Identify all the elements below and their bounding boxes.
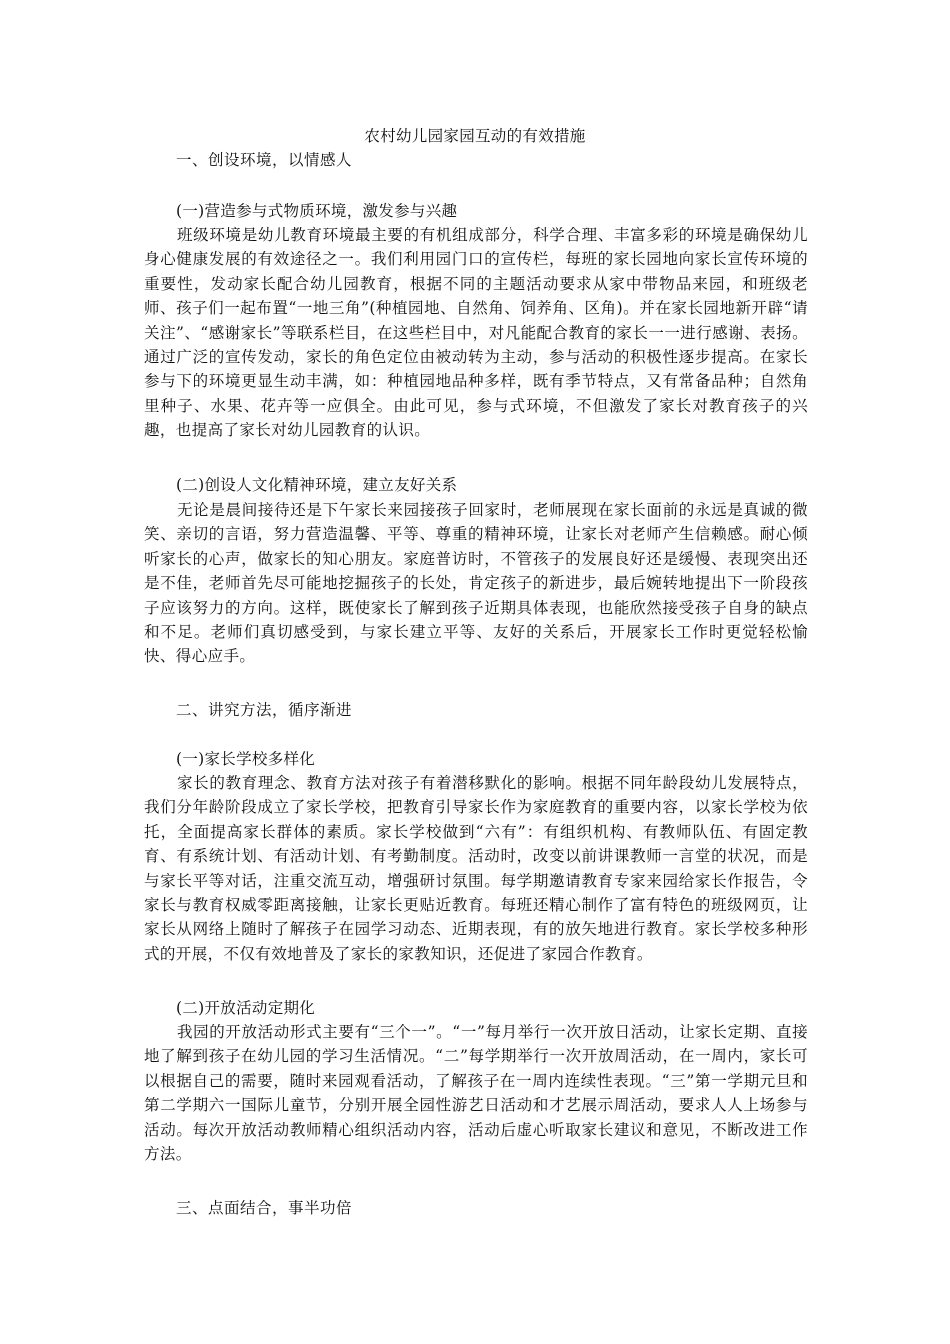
paragraph-2-2: 我园的开放活动形式主要有“三个一”。“一”每月举行一次开放日活动，让家长定期、直接地了解到孩子在幼儿园的学习生活情况。“二”每学期举行一次开放周活动，在一周内，家长可以根据自己的需要，随时来园观看活动，了解孩子在一周内连续性表现。“三”第一学期元旦和第二学期六一国际儿童节，分别开展全园性游艺日活动和才艺展示周活动，要求人人上场参与活动。每次开放活动教师精心组织活动内容，活动后虚心听取家长建议和意见，不断改进工作方法。 [144,1023,808,1164]
subsection-heading-2-1: (一)家长学校多样化 [176,750,316,768]
paragraph-2-1: 家长的教育理念、教育方法对孩子有着潜移默化的影响。根据不同年龄段幼儿发展特点，我们分年龄阶段成立了家长学校，把教育引导家长作为家庭教育的重要内容，以家长学校为依托，全面提高家长群体的素质。家长学校做到“六有”：有组织机构、有教师队伍、有固定教育、有系统计划、有活动计划、有考勤制度。活动时，改变以前讲课教师一言堂的状况，而是与家长平等对话，注重交流互动，增强研讨氛围。每学期邀请教育专家来园给家长作报告，令家长与教育权威零距离接触，让家长更贴近教育。每班还精心制作了富有特色的班级网页，让家长从网络上随时了解孩子在园学习动态、近期表现，有的放矢地进行教育。家长学校多种形式的开展，不仅有效地普及了家长的家教知识，还促进了家园合作教育。 [144,774,808,963]
section-heading-1: 一、创设环境，以情感人 [176,151,353,169]
subsection-heading-1-1: (一)营造参与式物质环境，激发参与兴趣 [176,202,458,220]
subsection-heading-2-2: (二)开放活动定期化 [176,999,316,1017]
section-heading-3: 三、点面结合，事半功倍 [176,1199,353,1217]
paragraph-1-2: 无论是晨间接待还是下午家长来园接孩子回家时，老师展现在家长面前的永远是真诚的微笑、亲切的言语，努力营造温馨、平等、尊重的精神环境，让家长对老师产生信赖感。耐心倾听家长的心声，做家长的知心朋友。家庭普访时，不管孩子的发展良好还是缓慢、表现突出还是不佳，老师首先尽可能地挖掘孩子的长处，肯定孩子的新进步，最后婉转地提出下一阶段孩子应该努力的方向。这样，既使家长了解到孩子近期具体表现，也能欣然接受孩子自身的缺点和不足。老师们真切感受到，与家长建立平等、友好的关系后，开展家长工作时更觉轻松愉快、得心应手。 [144,501,808,666]
subsection-heading-1-2: (二)创设人文化精神环境，建立友好关系 [176,476,458,494]
paragraph-1-1: 班级环境是幼儿教育环境最主要的有机组成部分，科学合理、丰富多彩的环境是确保幼儿身心健康发展的有效途径之一。我们利用园门口的宣传栏，每班的家长园地向家长宣传环境的重要性，发动家长配合幼儿园教育，根据不同的主题活动要求从家中带物品来园，和班级老师、孩子们一起布置“一地三角”(种植园地、自然角、饲养角、区角)。并在家长园地新开辟“请关注”、“感谢家长”等联系栏目，在这些栏目中，对凡能配合教育的家长一一进行感谢、表扬。通过广泛的宣传发动，家长的角色定位由被动转为主动，参与活动的积极性逐步提高。在家长参与下的环境更显生动丰满，如：种植园地品种多样，既有季节特点，又有常备品种；自然角里种子、水果、花卉等一应俱全。由此可见，参与式环境，不但激发了家长对教育孩子的兴趣，也提高了家长对幼儿园教育的认识。 [144,226,808,440]
section-heading-2: 二、讲究方法，循序渐进 [176,701,353,719]
document-title: 农村幼儿园家园互动的有效措施 [364,127,586,145]
